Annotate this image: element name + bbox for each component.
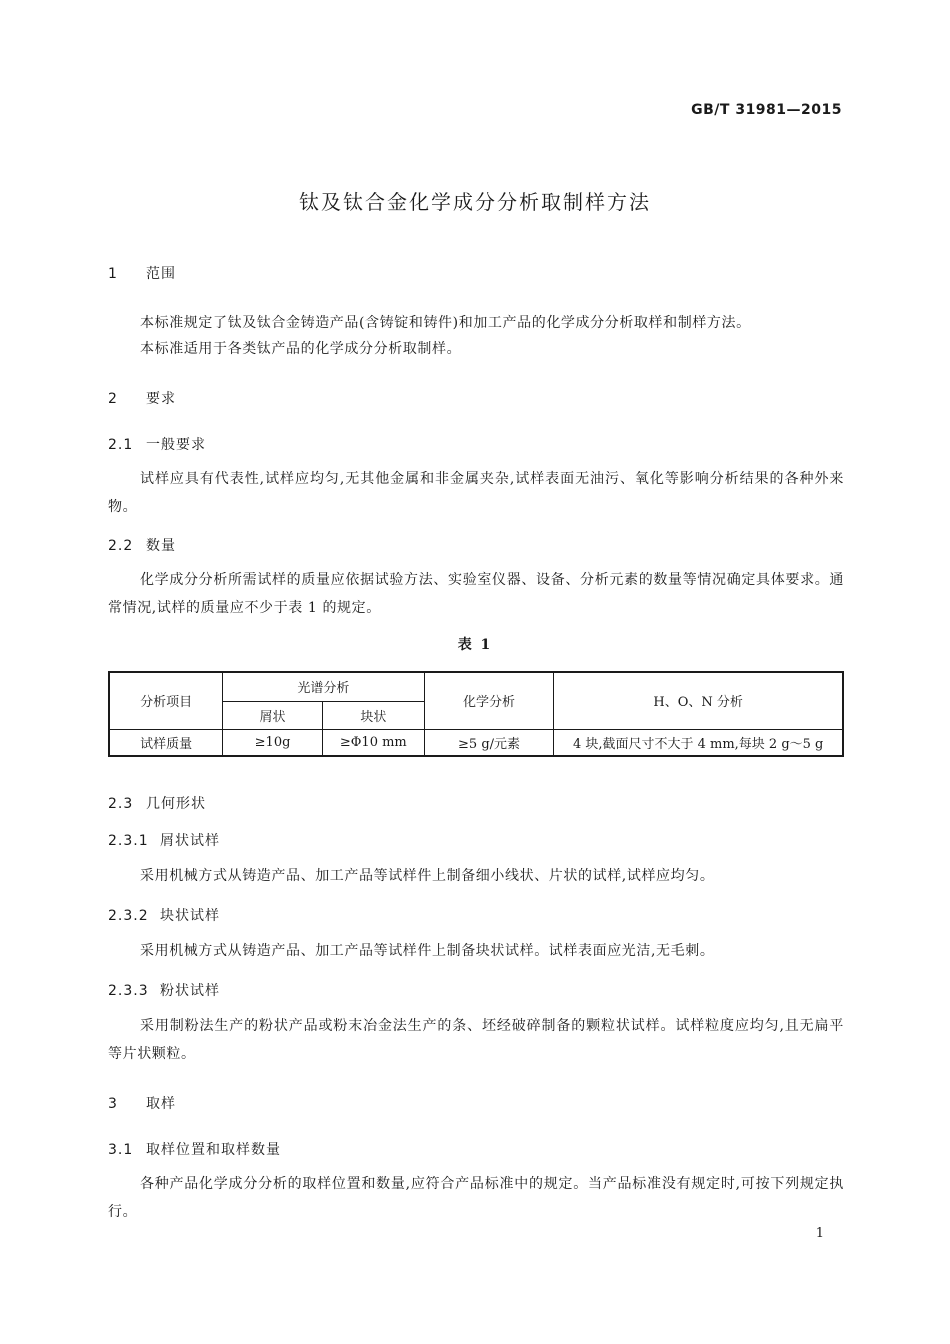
section-2-3-2-para: 采用机械方式从铸造产品、加工产品等试样件上制备块状试样。试样表面应光洁,无毛刺。 bbox=[140, 943, 715, 959]
section-title: 取样位置和取样数量 bbox=[146, 1142, 281, 1158]
table-row bbox=[109, 729, 843, 756]
section-3-heading bbox=[108, 1093, 176, 1113]
header-cell-hon: H、O、N 分析 bbox=[554, 672, 843, 729]
document-title: 钛及钛合金化学成分分析取制样方法 bbox=[299, 190, 651, 214]
value-cell-chemical: ≥5 g/元素 bbox=[424, 729, 554, 756]
section-2-3-2-heading bbox=[108, 905, 220, 925]
section-2-1-heading bbox=[108, 434, 206, 454]
section-2-3-3-para: 采用制粉法生产的粉状产品或粉末冶金法生产的条、坯经破碎制备的颗粒状试样。试样粒度应均匀,且无扁平等片状颗粒。 bbox=[108, 1018, 844, 1062]
section-number: 2 bbox=[108, 391, 118, 407]
section-1-para-1: 本标准规定了钛及钛合金铸造产品(含铸锭和铸件)和加工产品的化学成分分析取样和制样方法。 bbox=[140, 315, 751, 331]
section-number: 2.3.1 bbox=[108, 833, 149, 849]
section-title: 一般要求 bbox=[146, 437, 206, 453]
section-title: 取样 bbox=[146, 1096, 176, 1112]
section-number: 2.1 bbox=[108, 437, 134, 453]
section-number: 3.1 bbox=[108, 1142, 134, 1158]
section-title: 要求 bbox=[146, 391, 176, 407]
table-1-caption: 表 1 bbox=[457, 637, 493, 653]
section-2-3-1-para: 采用机械方式从铸造产品、加工产品等试样件上制备细小线状、片状的试样,试样应均匀。 bbox=[140, 868, 715, 884]
header-cell-item: 分析项目 bbox=[109, 672, 223, 729]
section-1-para-2: 本标准适用于各类钛产品的化学成分分析取制样。 bbox=[140, 341, 462, 357]
section-1-heading bbox=[108, 263, 176, 283]
standard-code: GB/T 31981—2015 bbox=[691, 102, 842, 118]
header-cell-chemical: 化学分析 bbox=[424, 672, 554, 729]
section-title: 数量 bbox=[146, 538, 176, 554]
header-cell-chips: 屑状 bbox=[223, 701, 323, 729]
value-cell-block: ≥Φ10 mm bbox=[322, 729, 424, 756]
section-3-1-para: 各种产品化学成分分析的取样位置和数量,应符合产品标准中的规定。当产品标准没有规定时,可按下列规定执行。 bbox=[108, 1176, 844, 1220]
row-label-cell: 试样质量 bbox=[109, 729, 223, 756]
section-3-1-heading bbox=[108, 1139, 281, 1159]
section-number: 2.3 bbox=[108, 796, 134, 812]
section-2-3-3-heading bbox=[108, 980, 220, 1000]
value-cell-chips: ≥10g bbox=[223, 729, 323, 756]
table-header-row bbox=[109, 672, 843, 701]
header-cell-block: 块状 bbox=[322, 701, 424, 729]
table-1 bbox=[108, 671, 844, 757]
section-title: 屑状试样 bbox=[160, 833, 220, 849]
section-title: 块状试样 bbox=[160, 908, 220, 924]
section-2-3-1-heading bbox=[108, 830, 220, 850]
section-2-2-para: 化学成分分析所需试样的质量应依据试验方法、实验室仪器、设备、分析元素的数量等情况确定具体要求。通常情况,试样的质量应不少于表 1 的规定。 bbox=[108, 572, 844, 616]
header-cell-spectral: 光谱分析 bbox=[223, 672, 425, 701]
section-2-3-heading bbox=[108, 793, 206, 813]
section-2-heading bbox=[108, 388, 176, 408]
section-title: 几何形状 bbox=[146, 796, 206, 812]
value-cell-hon: 4 块,截面尺寸不大于 4 mm,每块 2 g～5 g bbox=[554, 729, 843, 756]
section-number: 1 bbox=[108, 266, 118, 282]
section-2-2-heading bbox=[108, 535, 176, 555]
section-number: 2.3.2 bbox=[108, 908, 149, 924]
section-number: 3 bbox=[108, 1096, 118, 1112]
page-number: 1 bbox=[815, 1226, 824, 1241]
section-2-1-para: 试样应具有代表性,试样应均匀,无其他金属和非金属夹杂,试样表面无油污、氧化等影响分析结果的各种外来物。 bbox=[108, 471, 844, 515]
section-number: 2.3.3 bbox=[108, 983, 149, 999]
section-title: 粉状试样 bbox=[160, 983, 220, 999]
section-number: 2.2 bbox=[108, 538, 134, 554]
section-title: 范围 bbox=[146, 266, 176, 282]
